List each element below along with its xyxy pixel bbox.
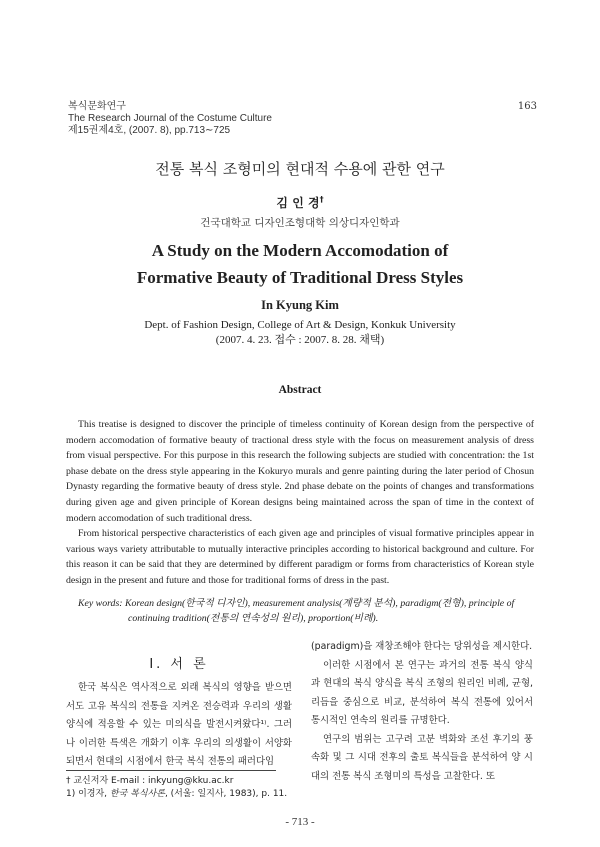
footnote-ref-title: 한국 복식사론 bbox=[109, 789, 165, 799]
english-title bbox=[0, 237, 600, 291]
body-paragraph: 연구의 범위는 고구려 고분 벽화와 조선 후기의 풍속화 및 그 시대 전후의 출토 복식들을 분석하여 양 시대의 전통 복식 조형미의 특성을 고찰한다. 또 bbox=[311, 733, 533, 782]
korean-affiliation: 건국대학교 디자인조형대학 의상디자인학과 bbox=[200, 217, 400, 229]
journal-issue: 제15권제4호, (2007. 8), pp.713∼725 bbox=[68, 125, 231, 136]
korean-title: 전통 복식 조형미의 현대적 수용에 관한 연구 bbox=[155, 160, 445, 178]
keywords bbox=[78, 597, 533, 626]
abstract-paragraph-2: From historical perspective characteristics of each given age and principles of visual formative principles appear in various ways variety attributable to mutually interactive principles according to historical background and culture. For this reason it can be said that they are determined by different paradigm or forms from characteristics of Korean style design in the present and future and those for traditional forms of dress in the past. bbox=[66, 528, 534, 586]
keywords-line-1: Key words: Korean design(한국적 디자인), measurement analysis(계량적 분석), paradigm(전형), principle of bbox=[78, 598, 515, 609]
footnote-divider bbox=[66, 770, 276, 771]
korean-author bbox=[0, 194, 600, 211]
body-paragraph: 한국 복식은 역사적으로 외래 복식의 영향을 받으면서도 고유 복식의 전통을 지켜온 전승력과 우리의 생활양식에 적응할 수 있는 미의식을 발전시켜왔다¹⁾. 그러나 이러한 특색은 개화기 이후 우리의 의생활이 서양화되면서 현대의 시점에서 한국 복식 전통의 패러다임 bbox=[66, 682, 292, 767]
section-heading-introduction: Ⅰ. 서 론 bbox=[149, 657, 209, 672]
submission-dates: (2007. 4. 23. 접수 : 2007. 8. 28. 채택) bbox=[215, 334, 385, 346]
footnotes bbox=[66, 775, 287, 801]
body-paragraph: 이러한 시점에서 본 연구는 과거의 전통 복식 양식과 현대의 복식 양식을 복식 조형의 원리인 비례, 균형, 리듬을 중심으로 비교, 분석하여 복식 전통에 있어서 통시적인 연속의 원리를 규명한다. bbox=[311, 659, 533, 726]
journal-header bbox=[68, 101, 272, 137]
keywords-line-2: continuing tradition(전통의 연속성의 원리), proportion(비례). bbox=[128, 612, 379, 624]
journal-title-korean: 복식문화연구 bbox=[68, 101, 126, 112]
journal-title-english: The Research Journal of the Costume Culture bbox=[68, 113, 272, 124]
footer-page-number: - 713 - bbox=[285, 816, 315, 828]
footnote-ref-suffix: , (서울: 일지사, 1983), p. 11. bbox=[164, 789, 288, 799]
body-left-column bbox=[66, 679, 292, 772]
abstract-paragraph-1: This treatise is designed to discover the principle of timeless continuity of Korean design from the perspective of modern accomodation of formative beauty of tractional dress style with the focus on measurement analysis of dress from visual perspective. For this purpose in this research the following subjects are studied with concentration: the 1st phase debate on the dress style appearing in the Kokuryo murals and genre painting during the later period of Chosun Dynasty regarding the formative beauty of dress style. 2nd phase debate on the points of changes and transformations during given age and given principle of Korean designs being maintained across the span of time in the context of modern accomodation of such traditional dress. bbox=[66, 419, 534, 524]
corresponding-author-mark: † bbox=[319, 195, 324, 204]
english-title-line-1: A Study on the Modern Accomodation of bbox=[151, 241, 449, 260]
english-title-line-2: Formative Beauty of Traditional Dress Styles bbox=[136, 268, 464, 287]
korean-author-name: 김 인 경 bbox=[276, 196, 320, 210]
footnote-reference-1 bbox=[66, 788, 287, 801]
body-right-column bbox=[311, 638, 533, 786]
english-affiliation-block bbox=[0, 318, 600, 348]
footnote-corresponding-author: † 교신저자 E-mail : inkyung@kku.ac.kr bbox=[66, 776, 234, 786]
english-author: In Kyung Kim bbox=[261, 298, 339, 312]
journal-page-number: 163 bbox=[517, 101, 537, 112]
footnote-ref-prefix: 1) 이경자, bbox=[66, 789, 110, 799]
abstract-heading: Abstract bbox=[278, 384, 322, 396]
body-paragraph-continued: (paradigm)을 재창조해야 한다는 당위성을 제시한다. bbox=[311, 641, 533, 652]
english-affiliation: Dept. of Fashion Design, College of Art & Design, Konkuk University bbox=[144, 319, 456, 331]
abstract-body bbox=[66, 417, 534, 589]
